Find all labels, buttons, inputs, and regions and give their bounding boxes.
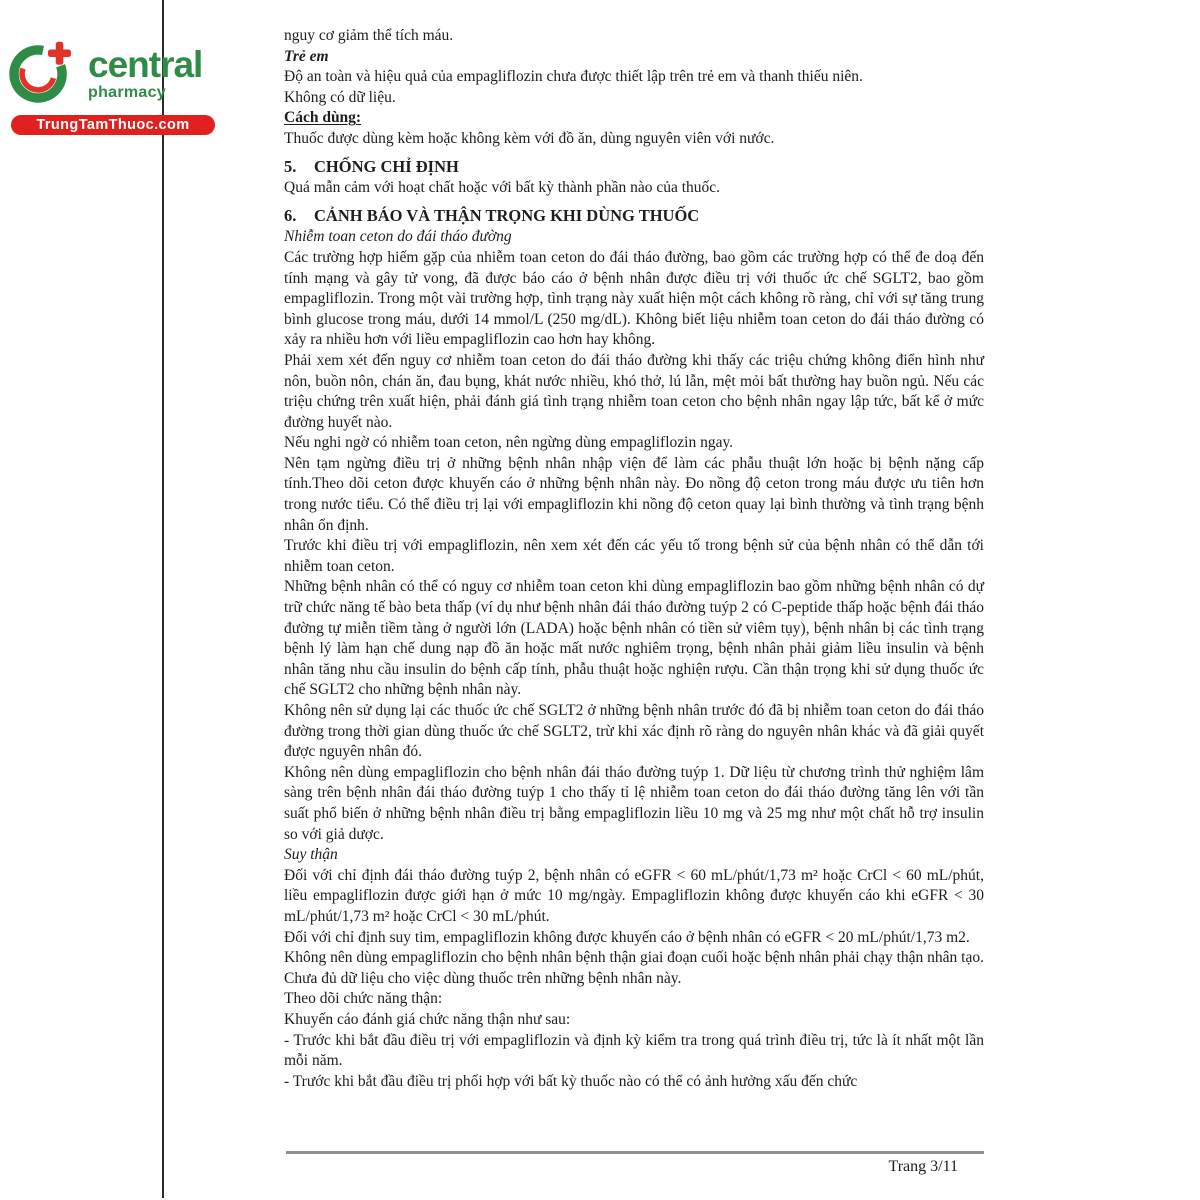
leaflet-text-column: [284, 26, 984, 1092]
paragraph: Đối với chỉ định suy tim, empagliflozin không được khuyến cáo ở bệnh nhân có eGFR < 20 mL/phút/1,73 m2.: [284, 928, 970, 946]
paragraph: Nên tạm ngừng điều trị ở những bệnh nhân nhập viện để làm các phẫu thuật lớn hoặc bị bệnh nặng cấp tính.Theo dõi ceton được khuyến cáo ở những bệnh nhân này. Đo nồng độ ceton trong máu được ưu tiên hơn trong nước tiểu. Có thể điều trị lại với empagliflozin khi nồng độ ceton quay lại bình thường và tình trạng bệnh nhân ổn định.: [284, 454, 984, 534]
paragraph: Theo dõi chức năng thận:: [284, 990, 443, 1008]
paragraph: Các trường hợp hiếm gặp của nhiễm toan ceton do đái tháo đường, bao gồm các trường hợp có thể đe doạ đến tính mạng và gây tử vong, đã được báo cáo ở bệnh nhân được điều trị với thuốc ức chế SGLT2, bao gồm empagliflozin. Trong một vài trường hợp, tình trạng này xuất hiện một cách không rõ ràng, chỉ với sự tăng trung bình glucose trong máu, dưới 14 mmol/L (250 mg/dL). Không biết liệu nhiễm toan ceton do đái tháo đường có xảy ra nhiều hơn với liều empagliflozin cao hơn hay không.: [284, 248, 984, 349]
paragraph: Những bệnh nhân có thể có nguy cơ nhiễm toan ceton khi dùng empagliflozin bao gồm những bệnh nhân có dự trữ chức năng tế bào beta thấp (ví dụ như bệnh nhân đái tháo đường tuýp 2 có C-peptide thấp hoặc bệnh đái tháo đường tự miễn tiềm tàng ở người lớn (LADA) hoặc bệnh nhân có tiền sử viêm tụy), bệnh nhân bị các tình trạng bệnh lý làm hạn chế dung nạp đồ ăn hoặc mất nước nghiêm trọng, bệnh nhân phải giảm liều insulin và bệnh nhân tăng nhu cầu insulin do bệnh cấp tính, phẫu thuật hoặc nghiện rượu. Cần thận trọng khi sử dụng thuốc ức chế SGLT2 cho những bệnh nhân này.: [284, 578, 984, 699]
page-divider-line: [162, 0, 164, 1198]
paragraph: Không có dữ liệu.: [284, 88, 396, 106]
watermark-logo: [0, 0, 260, 160]
plus-icon: [48, 42, 71, 65]
section-number: 6.: [284, 205, 297, 225]
subheading-children: Trẻ em: [284, 47, 329, 65]
paragraph: Đối với chỉ định đái tháo đường tuýp 2, bệnh nhân có eGFR < 60 mL/phút/1,73 m² hoặc CrCl < 60 mL/phút, liều empagliflozin được giới hạn ở mức 10 mg/ngày. Empagliflozin không được khuyến cáo khi eGFR < 30 mL/phút/1,73 m² hoặc CrCl < 30 mL/phút.: [284, 866, 984, 925]
footer-rule: [286, 1151, 984, 1154]
paragraph: Thuốc được dùng kèm hoặc không kèm với đồ ăn, dùng nguyên viên với nước.: [284, 129, 775, 147]
section-number: 5.: [284, 156, 297, 176]
paragraph: Độ an toàn và hiệu quả của empagliflozin chưa được thiết lập trên trẻ em và thanh thiếu niên.: [284, 68, 863, 86]
list-item: - Trước khi bắt đầu điều trị với empagliflozin và định kỳ kiểm tra trong quá trình điều trị, tức là ít nhất một lần mỗi năm.: [284, 1031, 984, 1070]
paragraph: Nếu nghi ngờ có nhiễm toan ceton, nên ngừng dùng empagliflozin ngay.: [284, 434, 734, 452]
section-title: CẢNH BÁO VÀ THẬN TRỌNG KHI DÙNG THUỐC: [314, 205, 700, 225]
list-item: - Trước khi bắt đầu điều trị phối hợp với bất kỳ thuốc nào có thể có ảnh hưởng xấu đến chức: [284, 1072, 858, 1090]
paragraph: Không nên sử dụng lại các thuốc ức chế SGLT2 ở những bệnh nhân trước đó đã bị nhiễm toan ceton do đái tháo đường trong thời gian dùng thuốc ức chế SGLT2, trừ khi xác định rõ ràng do nguyên nhân khác và đã giải quyết được nguyên nhân đó.: [284, 702, 984, 761]
paragraph: Không nên dùng empagliflozin cho bệnh nhân đái tháo đường tuýp 1. Dữ liệu từ chương trình thử nghiệm lâm sàng trên bệnh nhân đái tháo đường tuýp 1 cho thấy tỉ lệ nhiễm toan ceton do đái tháo đường tăng lên với tần suất phổ biến ở những bệnh nhân điều trị bằng empagliflozin liều 10 mg và 25 mg như một chất hỗ trợ insulin so với giả dược.: [284, 763, 984, 843]
subheading-ketoacidosis: Nhiễm toan ceton do đái tháo đường: [284, 228, 512, 246]
brand-name: central: [88, 44, 203, 85]
section-title: CHỐNG CHỈ ĐỊNH: [314, 156, 459, 176]
paragraph: nguy cơ giảm thể tích máu.: [284, 27, 454, 44]
site-badge-label: TrungTamThuoc.com: [36, 116, 190, 133]
brand-subtitle: pharmacy: [88, 84, 166, 101]
paragraph: Quá mẫn cảm với hoạt chất hoặc với bất kỳ thành phần nào của thuốc.: [284, 179, 721, 197]
dosage-heading: Cách dùng:: [284, 109, 362, 127]
site-badge: [11, 115, 215, 135]
central-c-icon: [8, 40, 78, 110]
section-heading-contraindications: [284, 157, 984, 178]
paragraph: Khuyến cáo đánh giá chức năng thận như sau:: [284, 1010, 571, 1028]
subheading-renal-impairment: Suy thận: [284, 846, 338, 864]
paragraph: Trước khi điều trị với empagliflozin, nên xem xét đến các yếu tố trong bệnh sử của bệnh nhân có thể dẫn tới nhiễm toan ceton.: [284, 537, 984, 575]
page-number: Trang 3/11: [888, 1158, 958, 1175]
paragraph: Phải xem xét đến nguy cơ nhiễm toan ceton do đái tháo đường khi thấy các triệu chứng không điển hình như nôn, buồn nôn, chán ăn, đau bụng, khát nước nhiều, khó thở, lú lẫn, mệt mỏi bất thường hay buồn ngủ. Nếu các triệu chứng trên xuất hiện, phải đánh giá tình trạng nhiễm toan ceton cho bệnh nhân ngay lập tức, bất kể ở mức đường huyết nào.: [284, 351, 984, 431]
section-heading-warnings: [284, 206, 984, 227]
paragraph: Không nên dùng empagliflozin cho bệnh nhân bệnh thận giai đoạn cuối hoặc bệnh nhân phải chạy thận nhân tạo. Chưa đủ dữ liệu cho việc dùng thuốc trên những bệnh nhân này.: [284, 949, 984, 987]
